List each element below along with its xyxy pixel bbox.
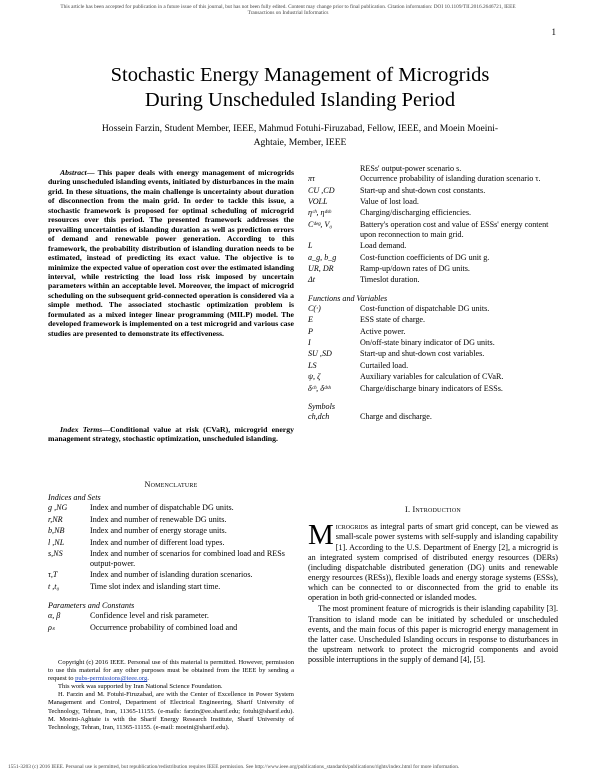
symbol-description: Index and number of scenarios for combined load and RESs output-power. — [90, 548, 285, 568]
nomenclature-row — [48, 538, 294, 549]
intro-paragraph-2: The most prominent feature of microgrids is their islanding capability [3]. Transition to island mode can be initiated by scheduled or unscheduled events, and the main focus of this paper is microgrid energy management in the latter case. Unscheduled Islanding occurs in response to disturbances in the upstream network to protect the microgrid components and avoid possible interruptions in the supply of demand [4], [5]. — [308, 604, 558, 665]
indices-table — [48, 503, 294, 593]
symbol-description: Battery's operation cost and value of ESSs' energy content upon reconnection to main grid. — [360, 219, 549, 239]
symbol-description: Cost-function of dispatchable DG units. — [360, 303, 490, 313]
nomenclature-row — [48, 503, 294, 514]
title-line-1: Stochastic Energy Management of Microgrids — [110, 64, 490, 86]
abstract-label: Abstract — [60, 168, 87, 177]
permissions-email-link[interactable]: pubs-permissions@ieee.org — [75, 675, 148, 683]
symbol: g ,NG — [48, 503, 68, 513]
nomenclature-heading: Nomenclature — [144, 480, 198, 489]
symbol: τ,T — [48, 570, 58, 580]
index-terms-label: Index Terms — [60, 425, 103, 434]
params-table-right — [308, 174, 558, 287]
symbol: Δt — [308, 275, 315, 285]
params-heading: Parameters and Constants — [48, 601, 135, 611]
symbol-description: Occurrence probability of combined load and — [90, 622, 238, 632]
symbol-description: Ramp-up/down rates of DG units. — [360, 263, 470, 273]
notice-line-1: This article has been accepted for publication in a future issue of this journal, but has not been fully edited. Content may change prior to final publication. Citation information: DOI 10.1109/TII.2016.2646721, IEEE — [60, 4, 516, 10]
symbol: ch,dch — [308, 412, 330, 422]
symbol: ρₛ — [48, 622, 55, 632]
symbol-description: Value of lost load. — [360, 196, 419, 206]
symbol: SU ,SD — [308, 349, 332, 359]
nomenclature-row — [308, 197, 558, 208]
symbol: C(·) — [308, 303, 321, 313]
symbol-description: Timeslot duration. — [360, 275, 420, 285]
symbols-table — [308, 412, 432, 423]
symbol-description: On/off-state binary indicator of DG units. — [360, 338, 495, 348]
journal-notice — [8, 4, 568, 17]
author-list — [40, 122, 560, 150]
symbols-heading: Symbols — [308, 402, 335, 412]
nomenclature-row — [308, 253, 558, 264]
nomenclature-row — [308, 384, 503, 395]
index-terms-text: —Conditional value at risk (CVaR), microgrid energy management strategy, stochastic optimization, unscheduled islanding. — [48, 425, 294, 444]
funding-note: This work was supported by Iran National Science Foundation. — [58, 683, 223, 691]
params-continued-text: RESs' output-power scenario s. — [360, 164, 462, 173]
symbol-description: Index and number of renewable DG units. — [90, 514, 227, 524]
nomenclature-section — [48, 480, 294, 634]
nomenclature-row — [308, 275, 558, 286]
nomenclature-row — [48, 515, 294, 526]
symbol: L — [308, 241, 313, 251]
symbol: LS — [308, 360, 317, 370]
symbol: r,NR — [48, 514, 63, 524]
nomenclature-row — [48, 570, 294, 581]
nomenclature-row — [308, 220, 558, 241]
indices-heading: Indices and Sets — [48, 493, 101, 503]
symbol: a_g, b_g — [308, 252, 337, 262]
intro-paragraph-1: Microgrids as integral parts of smart grid concept, can be viewed as small-scale power systems with self-supply and islanding capability [1]. According to the U.S. Department of Energy [2], a microgrid is an integrated system comprised of distributed energy resources (DERs) (including dispatchable distributed generation (DG) units and renewable energy resources (RESs)), flexible loads and energy storage systems (ESSs), which can be connected to or disconnected from the grid to enable its operation in both grid-connected or islanded modes. — [308, 519, 558, 603]
symbol: VOLL — [308, 196, 328, 206]
symbol-description: Index and number of different load types. — [90, 537, 225, 547]
symbol: α, β — [48, 611, 61, 621]
symbol: Cᵈᵉᵍ, V₀ — [308, 219, 333, 229]
introduction-heading: I. Introduction — [405, 505, 461, 514]
nomenclature-row — [308, 412, 432, 423]
symbol: s,NS — [48, 548, 63, 558]
page-number: 1 — [551, 27, 556, 37]
symbol: CU ,CD — [308, 185, 335, 195]
notice-line-2: Transactions on Industrial Informatics — [247, 10, 329, 17]
symbol-description: Index and number of islanding duration scenarios. — [90, 570, 253, 580]
params-table-left — [48, 611, 237, 634]
nomenclature-row — [308, 361, 503, 372]
symbol-description: ESS state of charge. — [360, 315, 426, 325]
authors-line-2: Aghtaie, Member, IEEE — [253, 137, 347, 148]
symbol-description: Active power. — [360, 326, 406, 336]
symbol-description: Auxiliary variables for calculation of CVaR. — [360, 372, 504, 382]
drop-cap: M — [308, 519, 334, 552]
symbol: πτ — [308, 174, 315, 184]
footnote — [48, 659, 294, 732]
symbol: δᶜʰ, δᵈˢʰ — [308, 383, 331, 393]
nomenclature-row — [308, 186, 558, 197]
index-terms — [48, 425, 294, 444]
symbol: P — [308, 326, 313, 336]
copyright-note: Copyright (c) 2016 IEEE. Personal use of this material is permitted. However, permission to use this material for any other purposes must be obtained from the IEEE by sending a request to pubs-permissions@ieee.org. — [48, 659, 294, 683]
symbol-description: Index and number of dispatchable DG units. — [90, 503, 234, 513]
symbol: E — [308, 315, 313, 325]
title-line-2: During Unscheduled Islanding Period — [144, 89, 456, 111]
symbol: UR, DR — [308, 263, 334, 273]
nomenclature-row — [48, 623, 237, 634]
symbol-description: Index and number of energy storage units. — [90, 526, 227, 536]
symbol: b,NB — [48, 526, 65, 536]
symbol-description: Charge and discharge. — [360, 412, 432, 422]
symbol: l ,NL — [48, 537, 65, 547]
nomenclature-row — [308, 327, 503, 338]
symbol: ψ, ζ — [308, 372, 321, 382]
nomenclature-row — [308, 208, 558, 219]
authors-line-1: Hossein Farzin, Student Member, IEEE, Mahmud Fotuhi-Firuzabad, Fellow, IEEE, and Moein Moeini- — [101, 123, 499, 134]
nomenclature-row — [308, 372, 503, 383]
symbol-description: Start-up and shut-down cost variables. — [360, 349, 485, 359]
nomenclature-row — [48, 526, 294, 537]
abstract-text: — This paper deals with energy management of microgrids during unscheduled islanding events, initiated by disturbances in the main grid. In these situations, the main challenge is uncertainty about duration of disconnection from the main grid. In order to tackle this issue, a stochastic framework is proposed for optimal scheduling of microgrid resources over this period. The presented framework addresses the prevailing uncertainties of islanding duration as well as prediction errors of demand and renewable power generation. According to this framework, the probability distribution of islanding duration needs to be estimated, instead of predicting its exact value. The objective is to minimize the expected value of operation cost over the estimated islanding interval, while restricting the load loss risk imposed by uncertain parameters within an acceptable level. Moreover, the impact of microgrid scheduling on the subsequent grid-connected operation is considered via a simple method. The associated stochastic optimization problem is formulated as a mixed integer linear programming (MILP) model. The developed framework is implemented on a test microgrid and various case studies are presented to demonstrate its effectiveness. — [48, 168, 294, 338]
symbol-description: Load demand. — [360, 241, 407, 251]
nomenclature-row — [308, 304, 503, 315]
symbol-description: Occurrence probability of islanding duration scenario τ. — [360, 174, 541, 184]
nomenclature-row — [308, 349, 503, 360]
funcs-table — [308, 304, 503, 395]
introduction-section — [308, 505, 558, 665]
nomenclature-row — [308, 264, 558, 275]
nomenclature-row — [308, 315, 503, 326]
affiliation-note: H. Farzin and M. Fotuhi-Firuzabad, are with the Center of Excellence in Power System Management and Control, Department of Electrical Engineering, Sharif University of Technology, Tehran, Iran, 11365-11155. (e-mails: farzin@ee.sharif.edu; fotuhi@sharif.edu). M. Moeini-Aghtaie is with the Sharif Energy Research Institute, Sharif University of Technology, Tehran, Iran, 11365-11155. (e-mail: moeini@sharif.edu). — [48, 691, 294, 731]
paper-title — [30, 63, 570, 113]
symbol-description: Confidence level and risk parameter. — [90, 611, 209, 621]
nomenclature-row — [48, 549, 294, 570]
nomenclature-row — [48, 582, 294, 593]
nomenclature-continued — [308, 164, 558, 424]
symbol-description: Time slot index and islanding start time. — [90, 581, 221, 591]
symbol-description: Charging/discharging efficiencies. — [360, 208, 472, 218]
symbol: ηᶜʰ, ηᵈˢʰ — [308, 208, 332, 218]
copyright-footer: 1551-3203 (c) 2016 IEEE. Personal use is permitted, but republication/redistribution requires IEEE permission. See http://www.ieee.org/publications_standards/publications/rights/index.html for more information. — [8, 764, 460, 770]
symbol-description: Start-up and shut-down cost constants. — [360, 185, 486, 195]
symbol-description: Cost-function coefficients of DG unit g. — [360, 252, 490, 262]
symbol-description: Charge/discharge binary indicators of ESSs. — [360, 383, 503, 393]
nomenclature-row — [308, 241, 558, 252]
symbol: I — [308, 338, 311, 348]
nomenclature-row — [48, 611, 237, 622]
nomenclature-row — [308, 338, 503, 349]
abstract — [48, 168, 294, 338]
symbol: t ,t₀ — [48, 581, 60, 591]
symbol-description: Curtailed load. — [360, 360, 409, 370]
funcs-heading: Functions and Variables — [308, 293, 388, 303]
nomenclature-row — [308, 174, 558, 185]
